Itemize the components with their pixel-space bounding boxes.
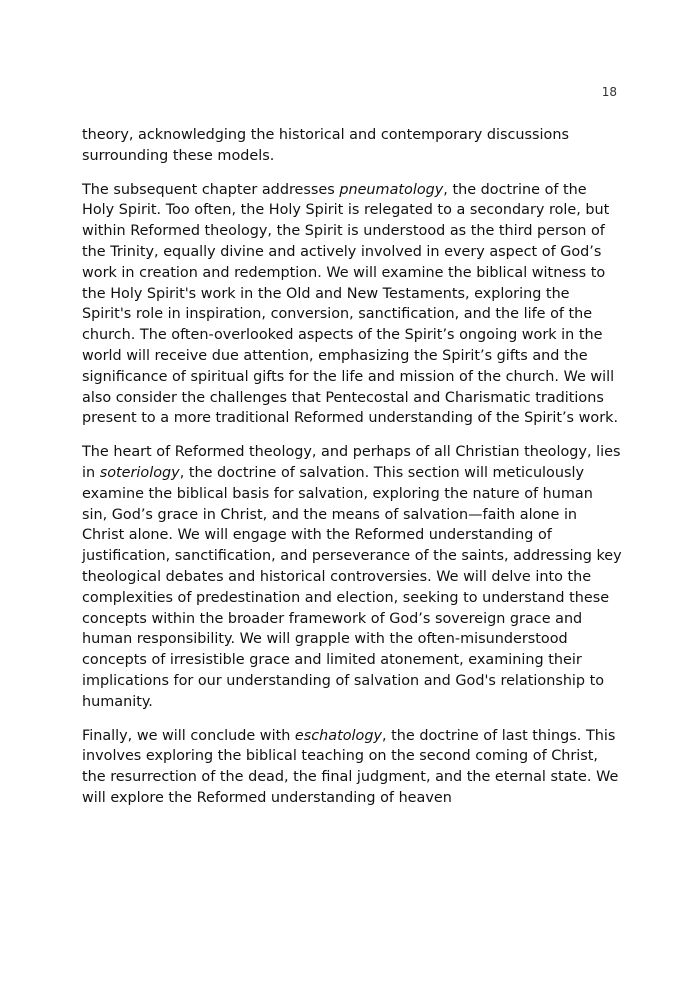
paragraph-text: theory, acknowledging the historical and contemporary discussions surrounding these models. xyxy=(82,127,569,164)
paragraph-text: The heart of Reformed theology, and perhaps of all Christian theology, lies in xyxy=(82,444,621,481)
paragraph xyxy=(82,125,622,167)
paragraph-text: , the doctrine of last things. This involves exploring the biblical teaching on the second coming of Christ, the resurrection of the dead, the final judgment, and the eternal state. We will explore the Reformed understanding of heaven xyxy=(82,727,619,806)
emphasized-term: eschatology xyxy=(294,727,383,744)
paragraph-text: Finally, we will conclude with xyxy=(82,727,295,744)
paragraph-text: , the doctrine of the Holy Spirit. Too often, the Holy Spirit is relegated to a secondary role, but within Reformed theology, the Spirit is understood as the third person of the Trinity, equally divine and actively involved in every aspect of God’s work in creation and redemption. We will examine the biblical witness to the Holy Spirit's work in the Old and New Testaments, exploring the Spirit's role in inspiration, conversion, sanctification, and the life of the church. The often-overlooked aspects of the Spirit’s ongoing work in the world will receive due attention, emphasizing the Spirit’s gifts and the significance of spiritual gifts for the life and mission of the church. We will also consider the challenges that Pentecostal and Charismatic traditions present to a more traditional Reformed understanding of the Spirit’s work. xyxy=(82,181,619,427)
page-number: 18 xyxy=(601,85,617,99)
body-text xyxy=(82,125,622,822)
emphasized-term: soteriology xyxy=(99,464,180,481)
paragraph xyxy=(82,180,622,430)
paragraph-text: , the doctrine of salvation. This section will meticulously examine the biblical basis for salvation, exploring the nature of human sin, God’s grace in Christ, and the means of salvation—faith alone in Christ alone. We will engage with the Reformed understanding of justification, sanctification, and perseverance of the saints, addressing key theological debates and historical controversies. We will delve into the complexities of predestination and election, seeking to understand these concepts within the broader framework of God’s sovereign grace and human responsibility. We will grapple with the often-misunderstood concepts of irresistible grace and limited atonement, examining their implications for our understanding of salvation and God's relationship to humanity. xyxy=(82,464,622,710)
emphasized-term: pneumatology xyxy=(339,181,444,198)
paragraph xyxy=(82,726,622,809)
paragraph-text: The subsequent chapter addresses xyxy=(82,181,340,198)
paragraph xyxy=(82,442,622,712)
